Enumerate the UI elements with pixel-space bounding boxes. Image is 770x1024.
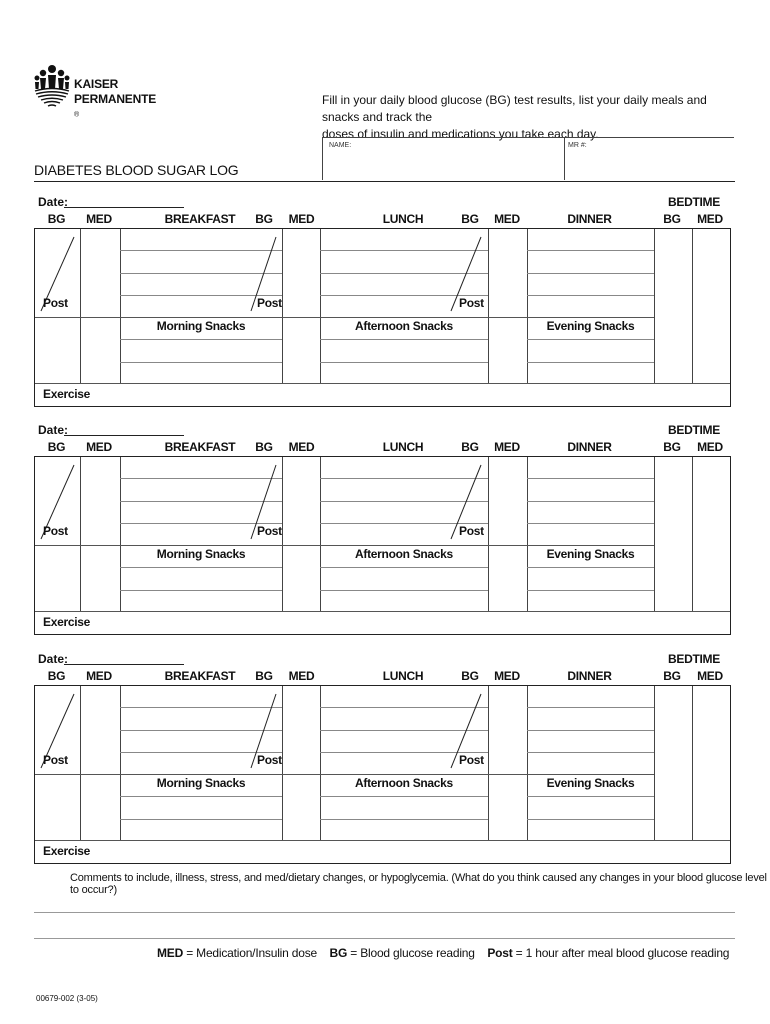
intro-line2: doses of insulin and medications you take each day. — [322, 127, 599, 141]
title-rule — [34, 181, 735, 182]
logo-line1: KAISER — [74, 77, 119, 91]
comments-line-1[interactable] — [34, 912, 735, 913]
lunch-header: LUNCH — [382, 440, 424, 454]
dinner-header: DINNER — [567, 212, 612, 226]
post-label: Post — [257, 524, 282, 538]
day-block-3 — [34, 652, 731, 872]
morning-snacks-label: Morning Snacks — [156, 776, 246, 790]
med-header: MED — [494, 440, 520, 454]
form-number: 00679-002 (3-05) — [36, 994, 98, 1003]
date-field[interactable] — [64, 207, 184, 208]
bg-header: BG — [255, 212, 273, 226]
name-field[interactable] — [325, 150, 561, 178]
mr-label: MR #: — [568, 142, 587, 149]
legend-post-key: Post — [487, 946, 513, 960]
exercise-label: Exercise — [43, 615, 90, 629]
bedtime-header: BEDTIME — [668, 652, 720, 666]
evening-snacks-label: Evening Snacks — [546, 319, 635, 333]
name-label: NAME: — [329, 142, 352, 149]
med-header: MED — [494, 669, 520, 683]
med-header: MED — [86, 440, 112, 454]
post-label: Post — [43, 296, 68, 310]
bg-header: BG — [255, 669, 273, 683]
logo-line2: PERMANENTE — [74, 92, 157, 106]
bedtime-header: BEDTIME — [668, 195, 720, 209]
bedtime-bg-header: BG — [663, 440, 681, 454]
date-field[interactable] — [64, 664, 184, 665]
bg-header: BG — [255, 440, 273, 454]
date-field[interactable] — [64, 435, 184, 436]
bg-header: BG — [461, 212, 479, 226]
dinner-header: DINNER — [567, 669, 612, 683]
post-label: Post — [43, 524, 68, 538]
bedtime-bg-header: BG — [663, 212, 681, 226]
afternoon-snacks-label: Afternoon Snacks — [355, 319, 453, 333]
name-mr-box — [322, 137, 734, 180]
bedtime-med-header: MED — [697, 212, 723, 226]
breakfast-header: BREAKFAST — [164, 212, 236, 226]
date-label: Date: — [38, 195, 69, 209]
kaiser-logo-icon — [34, 64, 70, 108]
mr-field[interactable] — [567, 150, 731, 178]
med-header: MED — [494, 212, 520, 226]
exercise-label: Exercise — [43, 387, 90, 401]
post-label: Post — [459, 524, 484, 538]
med-header: MED — [288, 212, 315, 226]
bedtime-med-header: MED — [697, 669, 723, 683]
med-header: MED — [86, 669, 112, 683]
bg-header: BG — [47, 669, 66, 683]
post-label: Post — [43, 753, 68, 767]
evening-snacks-label: Evening Snacks — [546, 776, 635, 790]
bg-header: BG — [47, 212, 66, 226]
log-grid — [34, 228, 731, 407]
legend — [157, 946, 729, 960]
legend-med-key: MED — [157, 946, 184, 960]
intro-line1: Fill in your daily blood glucose (BG) test results, list your daily meals and snacks and track the — [322, 93, 707, 124]
date-label: Date: — [38, 652, 69, 666]
post-label: Post — [257, 753, 282, 767]
comments-instruction: Comments to include, illness, stress, and med/dietary changes, or hypoglycemia. (What do you think caused any changes in your blood glucose level to occur?) — [70, 872, 767, 896]
lunch-header: LUNCH — [382, 212, 424, 226]
comments-line-2[interactable] — [34, 938, 735, 939]
registered-mark: ® — [74, 111, 79, 119]
dinner-header: DINNER — [567, 440, 612, 454]
legend-bg-key: BG — [329, 946, 348, 960]
date-label: Date: — [38, 423, 69, 437]
post-label: Post — [459, 753, 484, 767]
bedtime-header: BEDTIME — [668, 423, 720, 437]
post-label: Post — [459, 296, 484, 310]
day-block-1 — [34, 195, 731, 415]
log-grid — [34, 456, 731, 635]
bedtime-med-header: MED — [697, 440, 723, 454]
evening-snacks-label: Evening Snacks — [546, 547, 635, 561]
lunch-header: LUNCH — [382, 669, 424, 683]
bg-header: BG — [461, 440, 479, 454]
bedtime-bg-header: BG — [663, 669, 681, 683]
log-grid — [34, 685, 731, 864]
med-header: MED — [288, 669, 315, 683]
afternoon-snacks-label: Afternoon Snacks — [355, 547, 453, 561]
page-title: DIABETES BLOOD SUGAR LOG — [34, 162, 239, 178]
exercise-label: Exercise — [43, 844, 90, 858]
med-header: MED — [288, 440, 315, 454]
med-header: MED — [86, 212, 112, 226]
post-label: Post — [257, 296, 282, 310]
morning-snacks-label: Morning Snacks — [156, 547, 246, 561]
legend-post-value: = 1 hour after meal blood glucose reading — [512, 946, 730, 960]
day-block-2 — [34, 423, 731, 643]
breakfast-header: BREAKFAST — [164, 669, 236, 683]
legend-med-value: = Medication/Insulin dose — [183, 946, 317, 960]
kaiser-logo — [34, 62, 157, 119]
bg-header: BG — [461, 669, 479, 683]
breakfast-header: BREAKFAST — [164, 440, 236, 454]
afternoon-snacks-label: Afternoon Snacks — [355, 776, 453, 790]
morning-snacks-label: Morning Snacks — [156, 319, 246, 333]
intro-text — [322, 92, 742, 143]
legend-bg-value: = Blood glucose reading — [347, 946, 475, 960]
bg-header: BG — [47, 440, 66, 454]
